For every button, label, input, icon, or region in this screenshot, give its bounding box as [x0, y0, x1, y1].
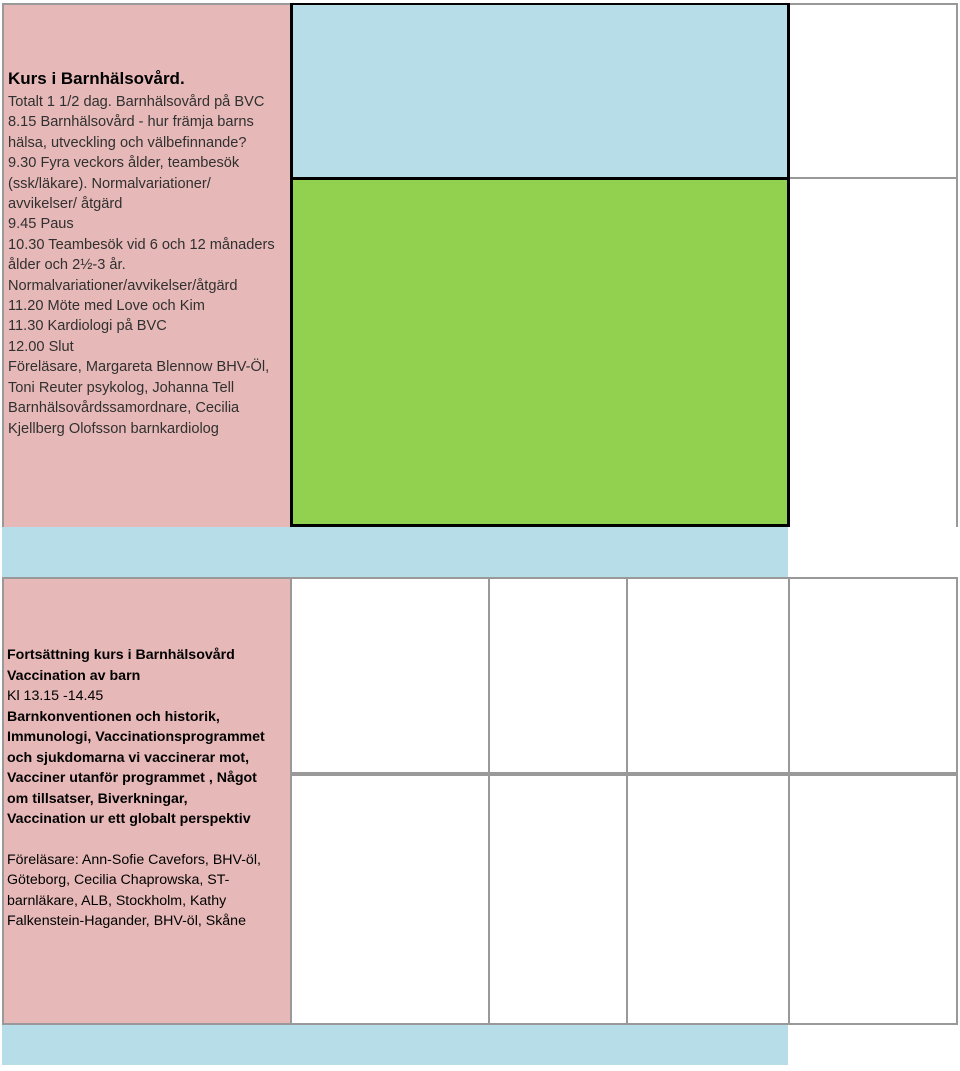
course-title: Kurs i Barnhälsovård. — [8, 69, 185, 88]
topic-line: Vacciner utanför programmet , Något — [7, 770, 257, 786]
separator-band — [2, 527, 788, 577]
lecturer-line: Barnhälsovårdssamordnare, Cecilia — [8, 400, 240, 417]
schedule-line: 9.30 Fyra veckors ålder, teambesök — [8, 155, 240, 172]
lecturer-line: Falkenstein-Hagander, BHV-öl, Skåne — [7, 913, 246, 929]
empty-cell — [790, 774, 958, 1025]
schedule-cell-blue — [290, 3, 790, 177]
schedule-line: (ssk/läkare). Normalvariationer/ — [8, 175, 211, 192]
schedule-line: hälsa, utveckling och välbefinnande? — [8, 134, 247, 151]
topic-line: om tillsatser, Biverkningar, — [7, 790, 188, 807]
schedule-line: 10.30 Teambesök vid 6 och 12 månaders — [8, 236, 275, 253]
empty-cell — [290, 774, 490, 1025]
empty-cell — [628, 774, 790, 1025]
schedule-cell-green — [290, 177, 790, 527]
topic-line: Vaccination ur ett globalt perspektiv — [7, 811, 251, 827]
empty-cell — [490, 577, 628, 774]
course-text-day1 — [8, 68, 290, 439]
course-text-vaccination — [7, 645, 289, 932]
empty-cell — [790, 3, 958, 177]
empty-cell — [290, 577, 490, 774]
schedule-line: 11.30 Kardiologi på BVC — [8, 318, 167, 335]
separator-band — [2, 1025, 788, 1065]
schedule-line: avvikelser/ åtgärd — [8, 196, 123, 213]
schedule-line: Normalvariationer/avvikelser/åtgärd — [8, 277, 238, 294]
lecturer-line: Göteborg, Cecilia Chaprowska, ST- — [7, 872, 230, 888]
schedule-line: 11.20 Möte med Love och Kim — [8, 298, 205, 315]
topic-line: Barnkonventionen och historik, — [7, 708, 220, 725]
schedule-line: 12.00 Slut — [8, 338, 74, 355]
schedule-line: Totalt 1 1/2 dag. Barnhälsovård på BVC — [8, 94, 265, 110]
course-time: Kl 13.15 -14.45 — [7, 688, 104, 704]
empty-cell — [790, 177, 958, 527]
schedule-line: 8.15 Barnhälsovård - hur främja barns — [8, 114, 254, 131]
course-heading: Fortsättning kurs i Barnhälsovård — [7, 647, 235, 663]
empty-cell — [790, 577, 958, 774]
schedule-line: ålder och 2½-3 år. — [8, 257, 126, 274]
schedule-line: 9.45 Paus — [8, 216, 74, 233]
lecturer-line: barnläkare, ALB, Stockholm, Kathy — [7, 892, 227, 909]
lecturer-line: Föreläsare: Ann-Sofie Cavefors, BHV-öl, — [7, 851, 261, 868]
empty-cell — [490, 774, 628, 1025]
spacer — [7, 830, 289, 850]
topic-line: och sjukdomarna vi vaccinerar mot, — [7, 749, 250, 766]
course-subheading: Vaccination av barn — [7, 667, 141, 684]
lecturer-line: Föreläsare, Margareta Blennow BHV-Öl, — [8, 359, 270, 376]
lecturer-line: Kjellberg Olofsson barnkardiolog — [8, 420, 219, 437]
topic-line: Immunologi, Vaccinationsprogrammet — [7, 729, 265, 745]
lecturer-line: Toni Reuter psykolog, Johanna Tell — [8, 379, 235, 396]
empty-cell — [628, 577, 790, 774]
